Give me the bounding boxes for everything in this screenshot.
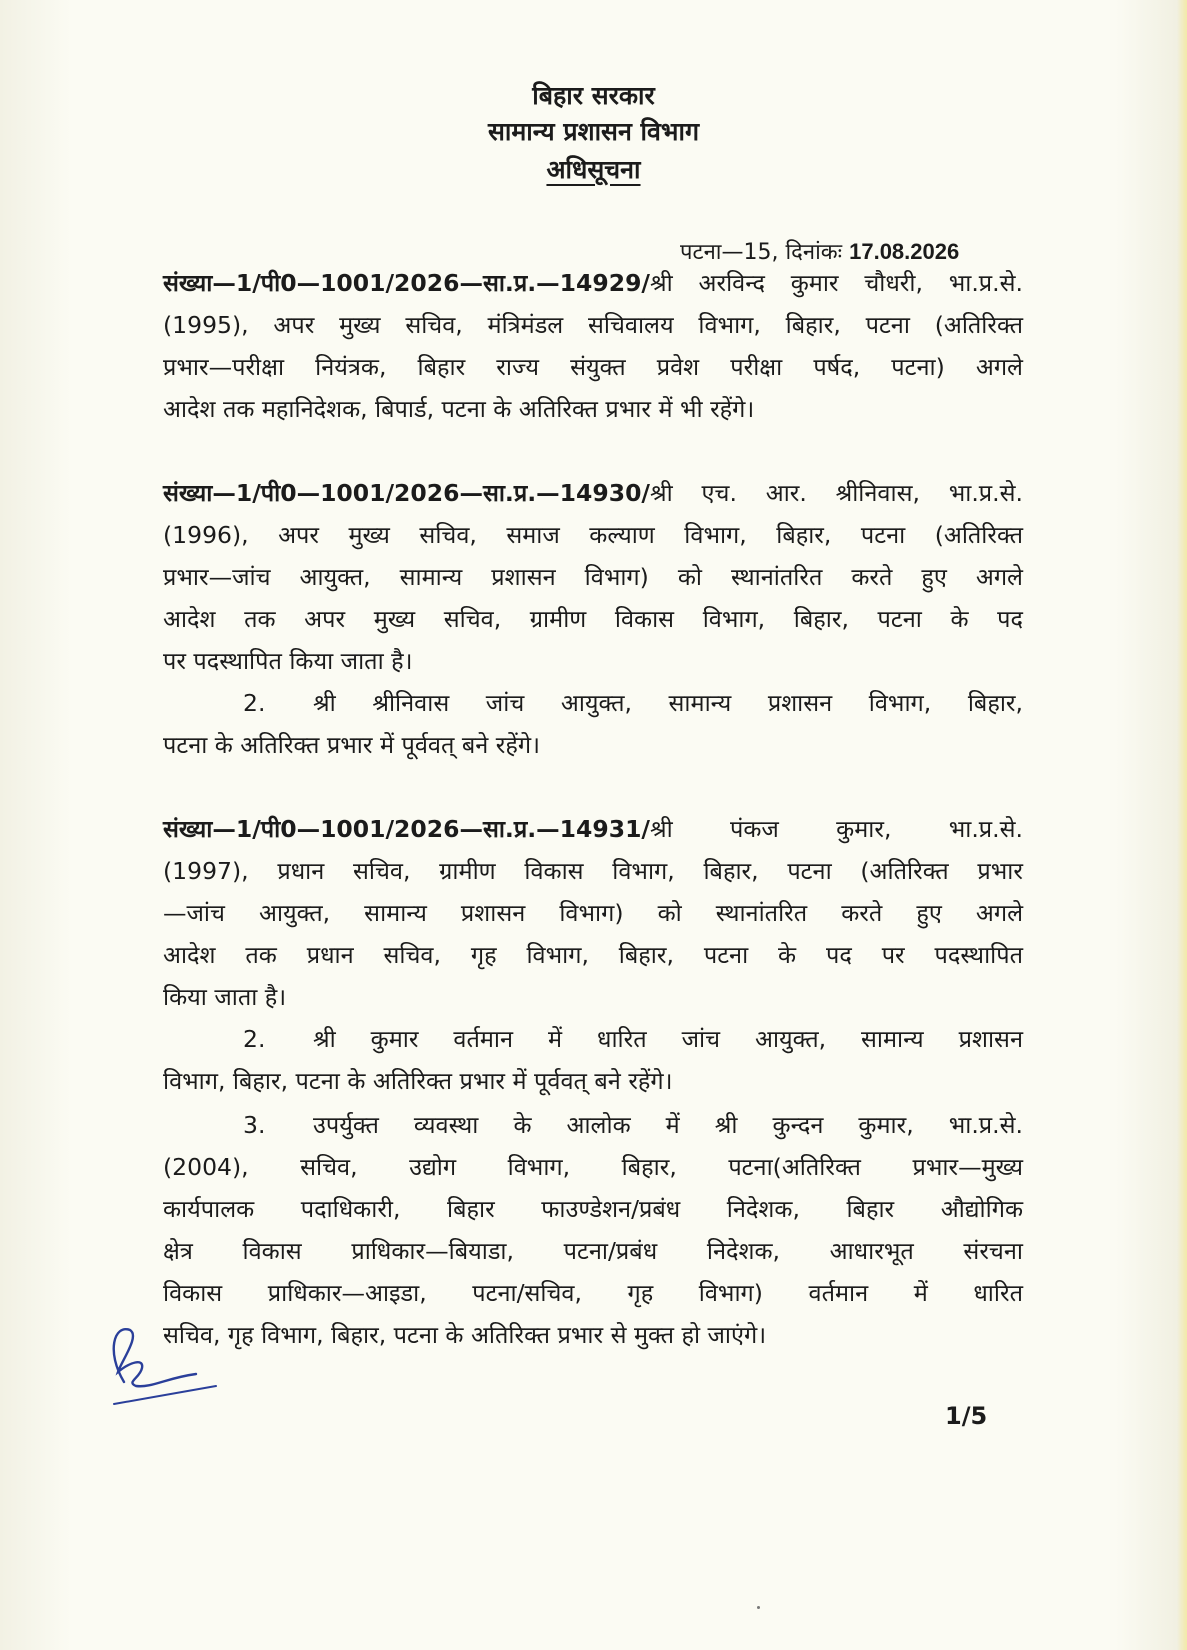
scan-speck [757, 1606, 760, 1609]
notice2-para2-line2: पटना के अतिरिक्त प्रभार में पूर्ववत् बने रहेंगे। [163, 731, 540, 759]
notice2-line2: (1996), अपर मुख्य सचिव, समाज कल्याण विभाग, बिहार, पटना (अतिरिक्त [163, 521, 1023, 549]
department-heading: सामान्य प्रशासन विभाग [487, 117, 700, 146]
notice1-line3: प्रभार—परीक्षा नियंत्रक, बिहार राज्य संयुक्त प्रवेश परीक्षा पर्षद, पटना) अगले [163, 353, 1023, 381]
para-number: 2. [243, 1025, 266, 1053]
notice2-ref: संख्या—1/पी0—1001/2026—सा.प्र.—14930/ [163, 479, 651, 507]
notice3-line3: —जांच आयुक्त, सामान्य प्रशासन विभाग) को स्थानांतरित करते हुए अगले [163, 899, 1023, 927]
notice3-para2-line1: 2. श्री कुमार वर्तमान में धारित जांच आयुक्त, सामान्य प्रशासन [243, 1025, 1023, 1053]
notice1-line4: आदेश तक महानिदेशक, बिपार्ड, पटना के अतिरिक्त प्रभार में भी रहेंगे। [163, 395, 755, 423]
notice2-line3: प्रभार—जांच आयुक्त, सामान्य प्रशासन विभाग) को स्थानांतरित करते हुए अगले [163, 563, 1023, 591]
para-number: 2. [243, 689, 266, 717]
notice2-line4: आदेश तक अपर मुख्य सचिव, ग्रामीण विकास विभाग, बिहार, पटना के पद [163, 605, 1023, 633]
notice3-line4: आदेश तक प्रधान सचिव, गृह विभाग, बिहार, पटना के पद पर पदस्थापित [163, 941, 1023, 969]
notice3-line5: किया जाता है। [163, 983, 287, 1011]
government-heading: बिहार सरकार [532, 81, 655, 110]
notice3-line2: (1997), प्रधान सचिव, ग्रामीण विकास विभाग, बिहार, पटना (अतिरिक्त प्रभार [163, 857, 1023, 885]
page-number: 1/5 [945, 1402, 988, 1430]
dateline-date: 17.08.2026 [849, 239, 960, 264]
notice2-para2-line1: 2. श्री श्रीनिवास जांच आयुक्त, सामान्य प्रशासन विभाग, बिहार, [243, 689, 1023, 717]
dateline-place: पटना—15, दिनांकः [680, 240, 843, 265]
notification-title: अधिसूचना [546, 155, 641, 184]
notice1-line2: (1995), अपर मुख्य सचिव, मंत्रिमंडल सचिवालय विभाग, बिहार, पटना (अतिरिक्त [163, 311, 1023, 339]
notice3-para3-line5: विकास प्राधिकार—आइडा, पटना/सचिव, गृह विभाग) वर्तमान में धारित [163, 1279, 1023, 1307]
notice3-para3-line2: (2004), सचिव, उद्योग विभाग, बिहार, पटना(अतिरिक्त प्रभार—मुख्य [163, 1153, 1023, 1181]
notice3-para3-line6: सचिव, गृह विभाग, बिहार, पटना के अतिरिक्त प्रभार से मुक्त हो जाएंगे। [163, 1321, 767, 1349]
notice3-para3-line3: कार्यपालक पदाधिकारी, बिहार फाउण्डेशन/प्रबंध निदेशक, बिहार औद्योगिक [163, 1195, 1023, 1223]
notice1-line1: संख्या—1/पी0—1001/2026—सा.प्र.—14929/श्री अरविन्द कुमार चौधरी, भा.प्र.से. [163, 269, 1023, 297]
notice2-line5: पर पदस्थापित किया जाता है। [163, 647, 413, 675]
notice1-ref: संख्या—1/पी0—1001/2026—सा.प्र.—14929/ [163, 269, 651, 297]
notice3-line1: संख्या—1/पी0—1001/2026—सा.प्र.—14931/श्री पंकज कुमार, भा.प्र.से. [163, 815, 1023, 843]
notice3-ref: संख्या—1/पी0—1001/2026—सा.प्र.—14931/ [163, 815, 651, 843]
notice3-para3-line1: 3. उपर्युक्त व्यवस्था के आलोक में श्री कुन्दन कुमार, भा.प्र.से. [243, 1111, 1023, 1139]
para-number: 3. [243, 1111, 266, 1139]
notice3-para3-line4: क्षेत्र विकास प्राधिकार—बियाडा, पटना/प्रबंध निदेशक, आधारभूत संरचना [163, 1237, 1023, 1265]
dateline [680, 236, 959, 266]
page-edge-shadow [1177, 0, 1187, 1650]
notice2-line1: संख्या—1/पी0—1001/2026—सा.प्र.—14930/श्री एच. आर. श्रीनिवास, भा.प्र.से. [163, 479, 1023, 507]
notice3-para2-line2: विभाग, बिहार, पटना के अतिरिक्त प्रभार में पूर्ववत् बने रहेंगे। [163, 1067, 673, 1095]
handwritten-signature [96, 1312, 226, 1412]
